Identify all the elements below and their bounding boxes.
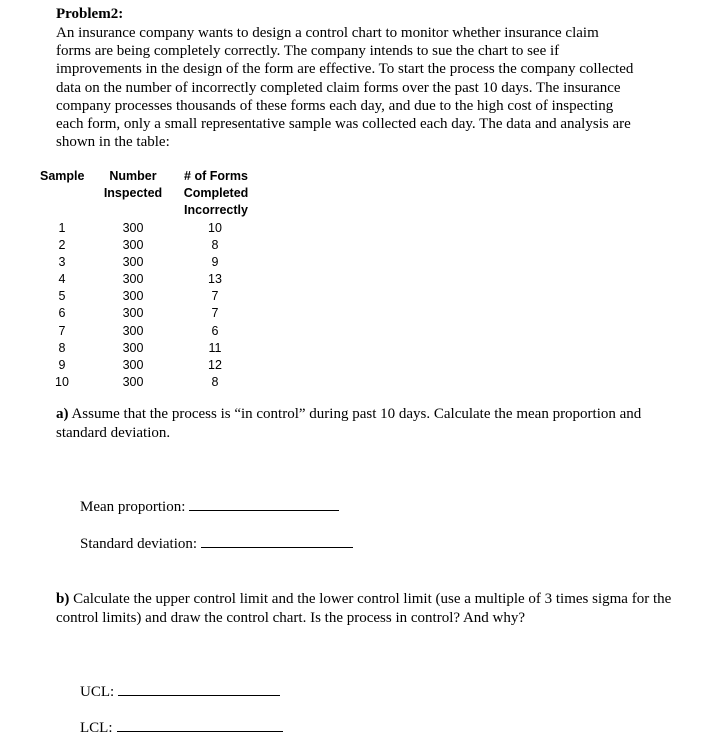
header-line: Inspected <box>103 186 163 200</box>
cell-sample: 2 <box>58 238 66 253</box>
question-a-text: Assume that the process is “in control” during past 10 days. Calculate the mean proportion and standard deviation. <box>56 406 642 441</box>
intro-line: improvements in the design of the form are effective. To start the process the company collected <box>56 61 634 78</box>
cell-incorrect: 9 <box>211 255 219 270</box>
cell-sample: 8 <box>58 340 66 355</box>
cell-inspected: 300 <box>122 221 144 235</box>
cell-inspected: 300 <box>122 340 144 355</box>
cell-inspected: 300 <box>122 357 144 372</box>
intro-line: each form, only a small representative sample was collected each day. The data and analysis are <box>56 116 631 133</box>
header-number-inspected <box>100 168 166 202</box>
cell-incorrect: 8 <box>211 238 219 253</box>
question-a-label: a) <box>56 406 69 422</box>
ucl-field <box>80 683 280 701</box>
cell-incorrect: 7 <box>211 289 219 304</box>
lcl-blank[interactable] <box>117 719 283 732</box>
mean-proportion-label: Mean proportion: <box>80 499 186 515</box>
cell-inspected: 300 <box>122 306 144 321</box>
cell-sample: 6 <box>58 306 66 321</box>
cell-inspected: 300 <box>122 289 144 304</box>
header-line: Number <box>109 169 157 183</box>
question-b-label: b) <box>56 591 70 607</box>
cell-sample: 9 <box>58 357 66 372</box>
mean-proportion-blank[interactable] <box>189 498 339 511</box>
column-sample <box>48 220 76 391</box>
question-b-text: Calculate the upper control limit and the lower control limit (use a multiple of 3 times sigma for the control limits) and draw the control chart. Is the process in control? And why? <box>56 591 672 626</box>
cell-inspected: 300 <box>122 374 144 389</box>
mean-proportion-field <box>80 498 339 516</box>
cell-sample: 4 <box>58 272 66 287</box>
header-forms-incorrect <box>178 168 254 219</box>
column-forms-incorrect <box>192 220 238 391</box>
column-number-inspected <box>110 220 156 391</box>
cell-inspected: 300 <box>122 238 144 253</box>
cell-inspected: 300 <box>122 272 144 287</box>
cell-incorrect: 8 <box>211 374 219 389</box>
ucl-blank[interactable] <box>118 683 280 696</box>
intro-line: company processes thousands of these forms each day, and due to the high cost of inspecting <box>56 97 614 114</box>
standard-deviation-label: Standard deviation: <box>80 536 198 552</box>
intro-line: data on the number of incorrectly completed claim forms over the past 10 days. The insurance <box>56 79 621 96</box>
header-line: # of Forms <box>184 169 248 183</box>
question-a <box>56 405 676 443</box>
intro-line: shown in the table: <box>56 134 170 151</box>
header-line: Completed <box>183 186 249 200</box>
problem-title: Problem2: <box>56 6 124 22</box>
cell-inspected: 300 <box>122 323 144 338</box>
cell-incorrect: 13 <box>208 272 222 287</box>
problem-intro <box>56 24 684 151</box>
header-line: Incorrectly <box>184 203 248 217</box>
intro-line: An insurance company wants to design a control chart to monitor whether insurance claim <box>56 25 599 41</box>
cell-sample: 5 <box>58 289 66 304</box>
lcl-label: LCL: <box>80 720 113 736</box>
ucl-label: UCL: <box>80 684 115 700</box>
intro-line: forms are being completely correctly. The company intends to sue the chart to see if <box>56 43 560 60</box>
header-sample: Sample <box>40 169 85 183</box>
cell-incorrect: 11 <box>208 340 222 355</box>
cell-sample: 10 <box>55 374 69 389</box>
cell-sample: 3 <box>58 255 66 270</box>
cell-incorrect: 12 <box>208 357 222 372</box>
standard-deviation-field <box>80 535 353 553</box>
cell-sample: 1 <box>58 221 66 235</box>
lcl-field <box>80 719 283 737</box>
cell-incorrect: 6 <box>211 323 219 338</box>
cell-incorrect: 7 <box>211 306 219 321</box>
question-b <box>56 590 686 628</box>
cell-sample: 7 <box>58 323 66 338</box>
cell-incorrect: 10 <box>208 221 222 235</box>
standard-deviation-blank[interactable] <box>201 535 353 548</box>
cell-inspected: 300 <box>122 255 144 270</box>
